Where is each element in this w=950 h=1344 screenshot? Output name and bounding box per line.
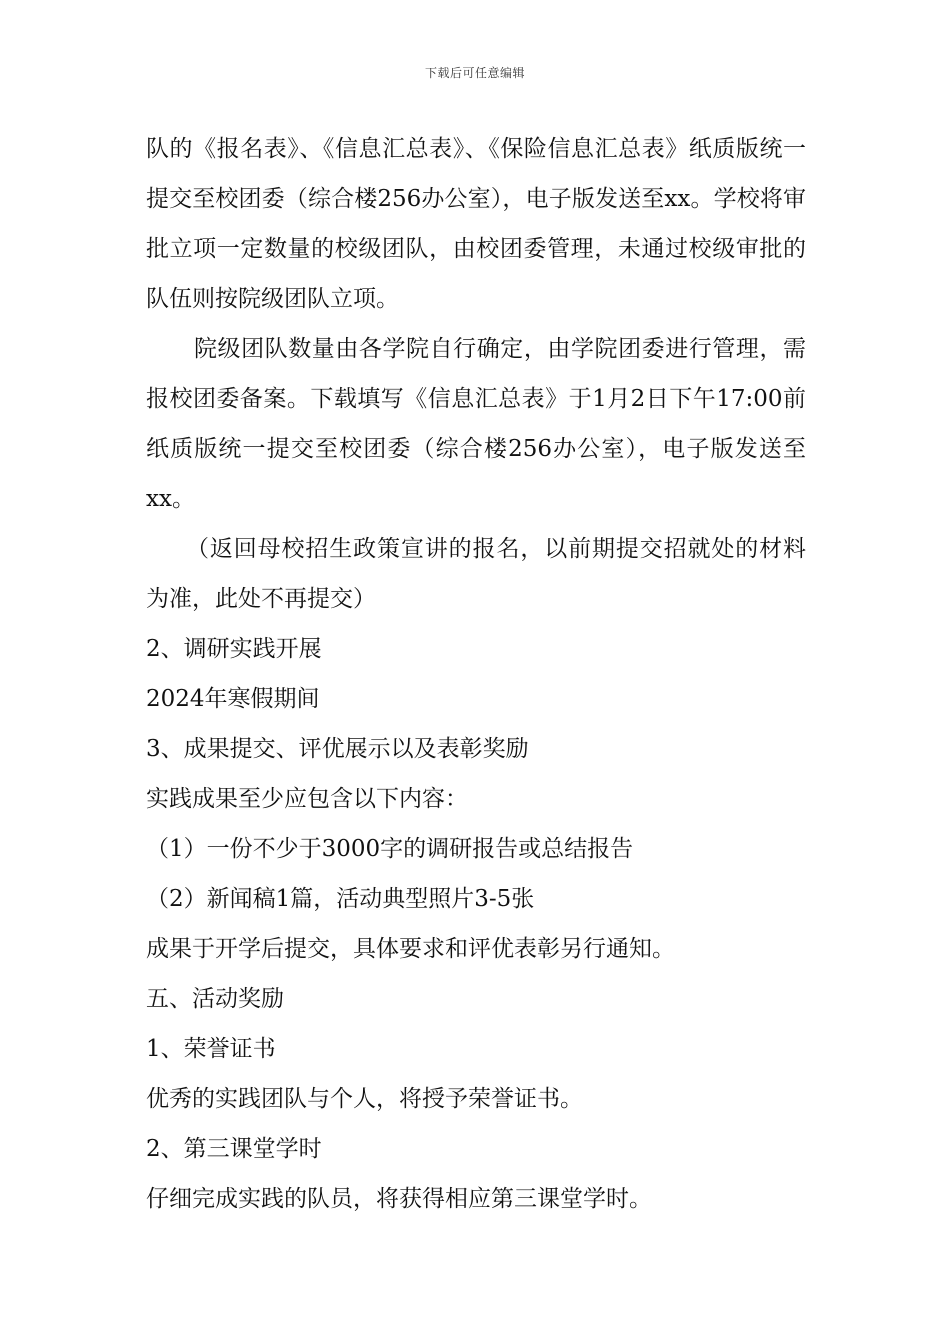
document-body xyxy=(146,124,806,1224)
paragraph-college-teams: 院级团队数量由各学院自行确定，由学院团委进行管理，需报校团委备案。下载填写《信息汇总表》于1月2日下午17:00前纸质版统一提交至校团委（综合楼256办公室），电子版发送至xx。 xyxy=(146,336,806,512)
page-header: 下载后可任意编辑 xyxy=(424,66,525,80)
list-item-news-photos: （2）新闻稿1篇，活动典型照片3-5张 xyxy=(146,886,535,912)
subheading-honor-certificate: 1、荣誉证书 xyxy=(146,1036,276,1062)
paragraph-team-application: 队的《报名表》、《信息汇总表》、《保险信息汇总表》纸质版统一提交至校团委（综合楼256办公室），电子版发送至xx。学校将审批立项一定数量的校级团队，由校团委管理，未通过校级审批的队伍则按院级团队立项。 xyxy=(146,136,806,312)
paragraph-results-content: 实践成果至少应包含以下内容： xyxy=(146,786,468,812)
paragraph-alma-mater-note: （返回母校招生政策宣讲的报名，以前期提交招就处的材料为准，此处不再提交） xyxy=(146,536,806,612)
subheading-third-classroom-hours: 2、第三课堂学时 xyxy=(146,1136,322,1162)
section-heading-research-practice: 2、调研实践开展 xyxy=(146,636,322,662)
paragraph-winter-period: 2024年寒假期间 xyxy=(146,686,320,712)
paragraph-honor-certificate: 优秀的实践团队与个人，将授予荣誉证书。 xyxy=(146,1086,583,1112)
paragraph-third-classroom-hours: 仔细完成实践的队员，将获得相应第三课堂学时。 xyxy=(146,1186,652,1212)
list-item-report: （1）一份不少于3000字的调研报告或总结报告 xyxy=(146,836,634,862)
section-heading-awards: 五、活动奖励 xyxy=(146,986,284,1012)
paragraph-submission-timing: 成果于开学后提交，具体要求和评优表彰另行通知。 xyxy=(146,936,675,962)
section-heading-results-submission: 3、成果提交、评优展示以及表彰奖励 xyxy=(146,736,529,762)
